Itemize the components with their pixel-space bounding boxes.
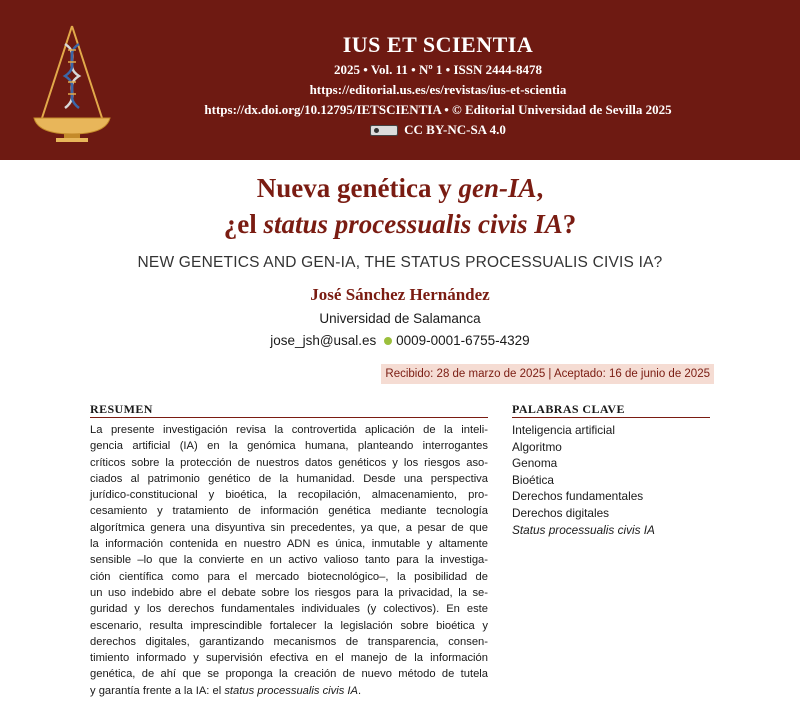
keyword-item: Inteligencia artificial bbox=[512, 423, 615, 437]
author-orcid[interactable]: 0009-0001-6755-4329 bbox=[396, 333, 530, 348]
abstract-last-line bbox=[90, 683, 488, 699]
abstract-line: timiento informado y supervisión efectiva en el manejo de la información bbox=[90, 652, 488, 665]
author-contact bbox=[0, 333, 800, 348]
keyword-item: Derechos digitales bbox=[512, 505, 610, 520]
journal-url[interactable]: https://editorial.us.es/es/revistas/ius-et-scientia bbox=[309, 82, 567, 97]
abstract-line: guridad y los derechos fundamentales individuales (y colectivos). En este bbox=[90, 603, 488, 616]
title-part-italic: gen-IA bbox=[458, 173, 537, 203]
abstract-line: jurídico-constitucional y bioética, la recopilación, almacenamiento, pro- bbox=[90, 489, 488, 502]
abstract-line: La presente investigación revisa la controvertida aplicación de la inteli- bbox=[90, 424, 488, 436]
keyword-item: Algoritmo bbox=[512, 439, 562, 454]
author-email[interactable]: jose_jsh@usal.es bbox=[270, 333, 377, 348]
journal-header bbox=[0, 0, 800, 160]
keyword-item: Bioética bbox=[512, 472, 554, 487]
abstract-line: cesamiento y tratamiento de información genética mediante tecnología bbox=[90, 505, 488, 518]
abstract-line: algorítmica genera una disyuntiva sin precedentes, ya que, a pesar de que bbox=[90, 521, 488, 534]
abstract-line: ciados al patrimonio genético de la humanidad. Desde una perspectiva bbox=[90, 472, 488, 485]
title-part: ¿el bbox=[223, 209, 264, 239]
keyword-item: Genoma bbox=[512, 456, 558, 471]
received-accepted-dates: Recibido: 28 de marzo de 2025 | Aceptado: 16 de junio de 2025 bbox=[381, 364, 714, 384]
journal-name: IUS ET SCIENTIA bbox=[342, 32, 534, 57]
license-text: CC BY-NC-SA 4.0 bbox=[404, 122, 506, 137]
title-part: Nueva genética y bbox=[256, 173, 459, 203]
abstract-body bbox=[90, 422, 488, 699]
license-line bbox=[120, 120, 756, 142]
author-name: José Sánchez Hernández bbox=[310, 285, 490, 304]
doi-line[interactable]: https://dx.doi.org/10.12795/IETSCIENTIA • © Editorial Universidad de Sevilla 2025 bbox=[204, 102, 672, 117]
english-title: NEW GENETICS AND GEN-IA, THE STATUS PROCESSUALIS CIVIS IA? bbox=[137, 254, 663, 271]
journal-logo-icon bbox=[32, 22, 112, 146]
journal-info bbox=[120, 30, 756, 142]
abstract-line: ción científica como para el mercado biotecnológico–, la posibilidad de bbox=[90, 570, 488, 583]
abstract-line: críticos sobre la protección de nuestros datos genéticos y los riesgos aso- bbox=[90, 456, 488, 469]
author-affiliation: Universidad de Salamanca bbox=[319, 311, 481, 326]
abstract-last-part: . bbox=[358, 684, 362, 697]
issue-line: 2025 • Vol. 11 • Nº 1 • ISSN 2444-8478 bbox=[334, 62, 542, 77]
abstract-line: gencia artificial (IA) en la genómica humana, planteando interrogantes bbox=[90, 440, 488, 453]
keyword-item: Status processualis civis IA bbox=[512, 522, 655, 537]
title-part: ? bbox=[562, 209, 577, 239]
title-part-italic: status processualis civis IA bbox=[263, 209, 563, 239]
keyword-item: Derechos fundamentales bbox=[512, 489, 644, 504]
abstract-line: la información contenida en nuestro ADN es única, inmutable y altamente bbox=[90, 538, 488, 551]
abstract-line: genética, de ahí que se proponga la creación de nuevo método de tutela bbox=[90, 668, 488, 681]
abstract-last-italic: status processualis civis IA bbox=[224, 684, 359, 697]
abstract-heading: RESUMEN bbox=[90, 402, 488, 418]
abstract-line: derechos digitales, garantizando mecanismos de transparencia, consen- bbox=[90, 635, 488, 648]
abstract-last-part: y garantía frente a la IA: el bbox=[90, 684, 225, 697]
orcid-icon[interactable] bbox=[384, 337, 392, 345]
abstract-line: escenario, resulta imprescindible fortalecer la legislación sobre bioética y bbox=[90, 619, 488, 632]
abstract-line: sensible –lo que la convierte en un activo valioso tanto para la investiga- bbox=[90, 554, 488, 567]
abstract-line: un uso indebido abre el debate sobre los riesgos para la privacidad, la se- bbox=[90, 586, 488, 599]
keywords-list bbox=[512, 422, 710, 538]
cc-license-icon[interactable] bbox=[370, 125, 398, 136]
keywords-heading: PALABRAS CLAVE bbox=[512, 402, 710, 418]
title-part: , bbox=[536, 173, 544, 203]
article-title bbox=[0, 170, 800, 242]
